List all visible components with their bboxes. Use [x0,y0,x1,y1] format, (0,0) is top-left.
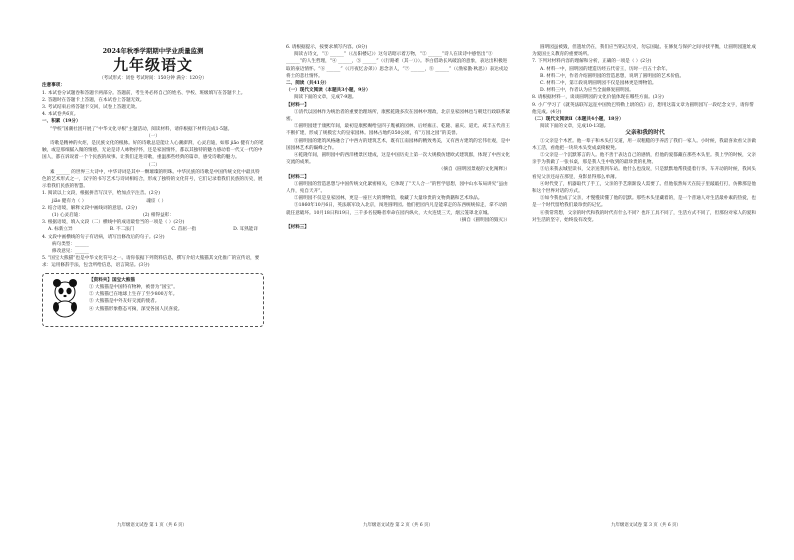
info-item: ③ 大熊猫是中外友好交流的使者。 [89,299,160,305]
essay-paragraph: ④时代变了，机器取代了手工，父亲的手艺渐渐没人需要了。但他依然每天在院子里敲敲打打，仿佛那是他和这个世界对话的方式。 [532,181,756,195]
essay-paragraph: ②父亲是一个沉默寡言的人。他不善于表达自己的感情，但他的爱都藏在那些木头里。我上学的时候，父亲亲手为我做了一张书桌，那是我人生中收到的最珍贵的礼物。 [532,153,756,166]
material-paragraph: ①圆明园的营造思想与中国传统文化紧密相关，它体现了“天人合一”的哲学思想，园中山水布局讲究“虽由人作，宛自天开”。 [286,181,508,195]
question-intro: “学校”国潮社团开展了“中华文化寻根”主题活动，阅读材料，请你根据下材料完成1-5题。 [50,126,233,132]
material-paragraph: ④乾隆年间，圆明园中的西洋楼景区建成，这是中国历史上第一次大规模仿建欧式建筑群，体现了中西文化交流的成果。 [286,153,510,166]
panda-icon [47,278,83,318]
option-c: C. 首屈一指 [171,227,197,233]
notice-item: 3. 考试结束后将答题卡交回，试卷上答题无效。 [42,105,140,111]
notice-title: 注意事项： [42,83,65,89]
info-box [42,273,264,327]
essay-paragraph: ③后来我去城里读书，父亲送我到车站。他什么也没说，只是默默地帮我提着行李。车开动的时候，我回头看见父亲还站在那里，身影显得那么单薄。 [532,167,756,180]
subsection-heading: （一）现代文阅读（本题共3小题，9分） [286,88,371,94]
answer-blank: 魂宦（ ） [146,198,167,204]
passage-paragraph: 诗歌是精神的火炬，是民族文化的根脉。好的诗歌总是能让人心潮澎湃，心灵启迪，如那 jiǎo 健有力的笔触，或是那细腻入微的情感，无论是诗人咏物抒怀，还是家国情怀，都以其独特的魅力感动着一代又一代的中国人，都在诉说着一个个民族的故事。让我们走进诗歌，重温那些经典的篇章，感受诗歌的魅力。 [42,141,264,161]
question-6: 6. 请根据提示，按要求填写内容。(8分) [286,45,368,50]
question-1: 1. 阅读以上文段，根据拼音写汉字，给加点字注音。(2分) [42,191,161,197]
section-heading: 一、积累（19分） [42,119,81,125]
answer-blank: (1) 心灵启迪： [52,213,83,219]
part-label: （一） [146,133,160,139]
material-paragraph: 圆明园虽被毁，但遗址仍在，我们应当铭记历史，勿忘国耻。在修复与保护之间寻找平衡，让圆明园遗址成为爱国主义教育的重要场所。 [532,45,756,58]
question-7: 7. 下列对材料内容的理解和分析，正确的一项是（ ）(2分) [532,59,652,65]
essay-paragraph: ①父亲是个木匠。他一辈子和木头打交道，用一双粗糙的手养活了我们一家人。小时候，我最喜欢看父亲做木工活，看他把一块块木头变成桌椅板凳。 [532,138,756,151]
part-label: （二） [146,162,160,168]
subsection-heading: （二）现代文阅读Ⅱ（本题共4小题，18分） [532,117,624,123]
question-3: 3. 根据语境，填入文段（二）横线中的成语最恰当的一项是（ ）(2分) [42,220,185,226]
page-footer: 九年级语文试卷 第 2 页（共 6 页） [363,523,433,528]
option-b: B. 材料二中，作者介绍圆明园的营造思想，说明了圆明园的艺术价值。 [540,73,685,79]
reading-intro: 阅读下面的文章，完成7-9题。 [294,95,357,101]
page-footer: 九年级语文试卷 第 1 页（共 6 页） [117,523,187,528]
question-4: 4. 文段中画横线的句子有语病，请写出修改后的句子。(2分) [42,234,165,240]
passage-paragraph: 素 ______ 的世界三大诗中，中华诗词是其中一颗璀璨的明珠。中华民族的诗歌是中国传统文化中最具特色的艺术形式之一，汉字的书写艺术与诗词相结合，形成了独特的文化符号，它们记录着我们民族的历史，展示着我们民族的智慧。 [42,169,263,190]
column-page-2 [286,44,510,512]
page-footer: 九年级语文试卷 第 3 页（共 6 页） [611,523,681,528]
column-page-3 [532,44,758,512]
info-item: ① 大熊猫是中国特有物种，被誉为“国宝”。 [89,284,178,290]
question-6-text: 阅读古诗文，“① ______”（《岳阳楼记》）这句话昭示着万物，“② ______”诗人在读诗中感悟出“③ ______”的人生哲理，“④ ______，⑤ ______”（《行路难（其一）》）。李白借助长风破浪的意象，表达出积极进取的豪迈情怀。“⑥ ______”（《月夜忆舍弟》）思念亲人，“⑦ ______，⑧ ______”（《渔家傲·秋思》）表达戍边将士的悲壮情怀。 [286,52,508,79]
info-item: ② 大熊猫已在地球上生存了至少800万年。 [89,292,178,298]
answer-blank: jiǎo 健有力（ ） [52,198,87,204]
answer-blank: (2) 相得益彰： [142,213,174,219]
question-2: 2. 结合语境，解释文段中画线词的意思。(2分) [42,205,138,211]
option-a: A. 材料一中，圆明园的建造历经五代帝王，历时一百五十余年。 [540,66,671,72]
notice-item: 1. 本试卷分试题卷和答题卡两部分。答题前，考生务必将自己的姓名、学校、班级填写在答题卡上。 [42,90,246,96]
option-b: B. 不二法门 [109,227,135,233]
notice-item: 4. 本试卷共6页。 [42,112,79,118]
answer-line: 修改意见：______ [52,249,89,255]
info-box-title: 【资料夹】国宝大熊猫 [89,277,135,283]
question-9: 9. 小广学习了《就英法联军远征中国致巴特勒上尉的信》后，想用这篇文章为圆明园写一段纪念文字，请你帮他完成。(4分) [532,102,754,115]
option-a: A. 标新立异 [48,227,73,233]
subject-title: 九年级语文 [112,56,193,75]
question-5: 5. “国宝大熊猫”也是中华文化符号之一。请你依据下列资料信息，撰写介绍大熊猫其文化推广的宣传语，要求：运用修辞手法，包含所给信息，语言简洁。(3分) [42,256,260,269]
option-c: C. 材料二中，第②段说明圆明园不仅是园林更是博物馆。 [540,81,657,87]
section-heading: 二、阅读（共41分） [286,81,330,87]
material-label: 【材料二】 [286,174,309,180]
material-paragraph: ③圆明园的建筑风格融合了中西方的建筑艺术，既有江南园林的精致秀美，又有西方建筑的宏伟壮观，是中国园林艺术的巅峰之作。 [286,138,510,151]
exam-title: 2024年秋季学期期中学业质量监测 [102,47,204,55]
option-d: D. 材料三中，作者认为应当全面修复圆明园。 [540,88,634,94]
material-source: （摘自《圆明园景观的文化阐释》） [438,167,510,173]
answer-line: 病句类型：______ [52,241,89,247]
notice-item: 2. 答题时在答题卡上答题，在本试卷上答题无效。 [42,97,145,103]
material-label: 【材料一】 [286,102,309,108]
material-source: （摘自《圆明园的毁灭》） [457,217,510,223]
essay-paragraph: ⑤如今我也成了父亲，才慢慢读懂了他的沉默。那些木头里藏着的，是一个普通人对生活最朴素的热爱，也是一个时代留给我们最珍贵的记忆。 [532,196,756,209]
material-paragraph: ③1860年10月6日，英法联军攻入北京，闯进圆明园。他们把园内凡是能拿走的东西统统掠走，拿不动的就任意破坏。10月18日和19日，三千多名侵略者奉命在园内纵火，大火连烧三天，烟云笼罩北京城。 [286,203,508,216]
column-page-1 [42,44,264,512]
question-8: 8. 请根据材料一，谈谈圆明园的文化价值体现在哪些方面。(3分) [532,95,664,101]
material-paragraph: ①清代以园林作为统治者的重要治理场所，康熙乾隆多次在园林中理政，北京皇家园林也与朝廷行政联系紧密。 [286,109,510,123]
info-item: ④ 大熊猫形象憨态可掬，深受各国人民喜爱。 [89,306,183,312]
essay-paragraph: ⑥我常常想，父亲的时代和我的时代有什么不同？也许工具不同了，生活方式不同了，但那份对家人的爱和对生活的坚守，始终没有改变。 [532,210,756,223]
material-paragraph: ②圆明园建于康熙年间，最初是康熙赐给皇四子胤禛的园林，后经雍正、乾隆、嘉庆、道光、咸丰五代帝王不断扩建，形成了规模宏大的皇家园林。园林占地约350公顷，有“万园之园”的美誉。 [286,124,510,137]
essay-title: 父亲和我的时代 [625,130,665,137]
option-d: D. 耳熟能详 [233,227,258,233]
exam-meta: （考试形式：闭卷 考试时间：150分钟 满分：120分） [99,76,207,82]
material-label: 【材料三】 [286,225,309,231]
material-paragraph: ②圆明园不仅是皇家园林，更是一座巨大的博物馆，收藏了大量珍贵的文物典籍和艺术珍品。 [294,196,483,202]
reading-intro: 阅读下面的文章，完成10-13题。 [540,124,609,130]
